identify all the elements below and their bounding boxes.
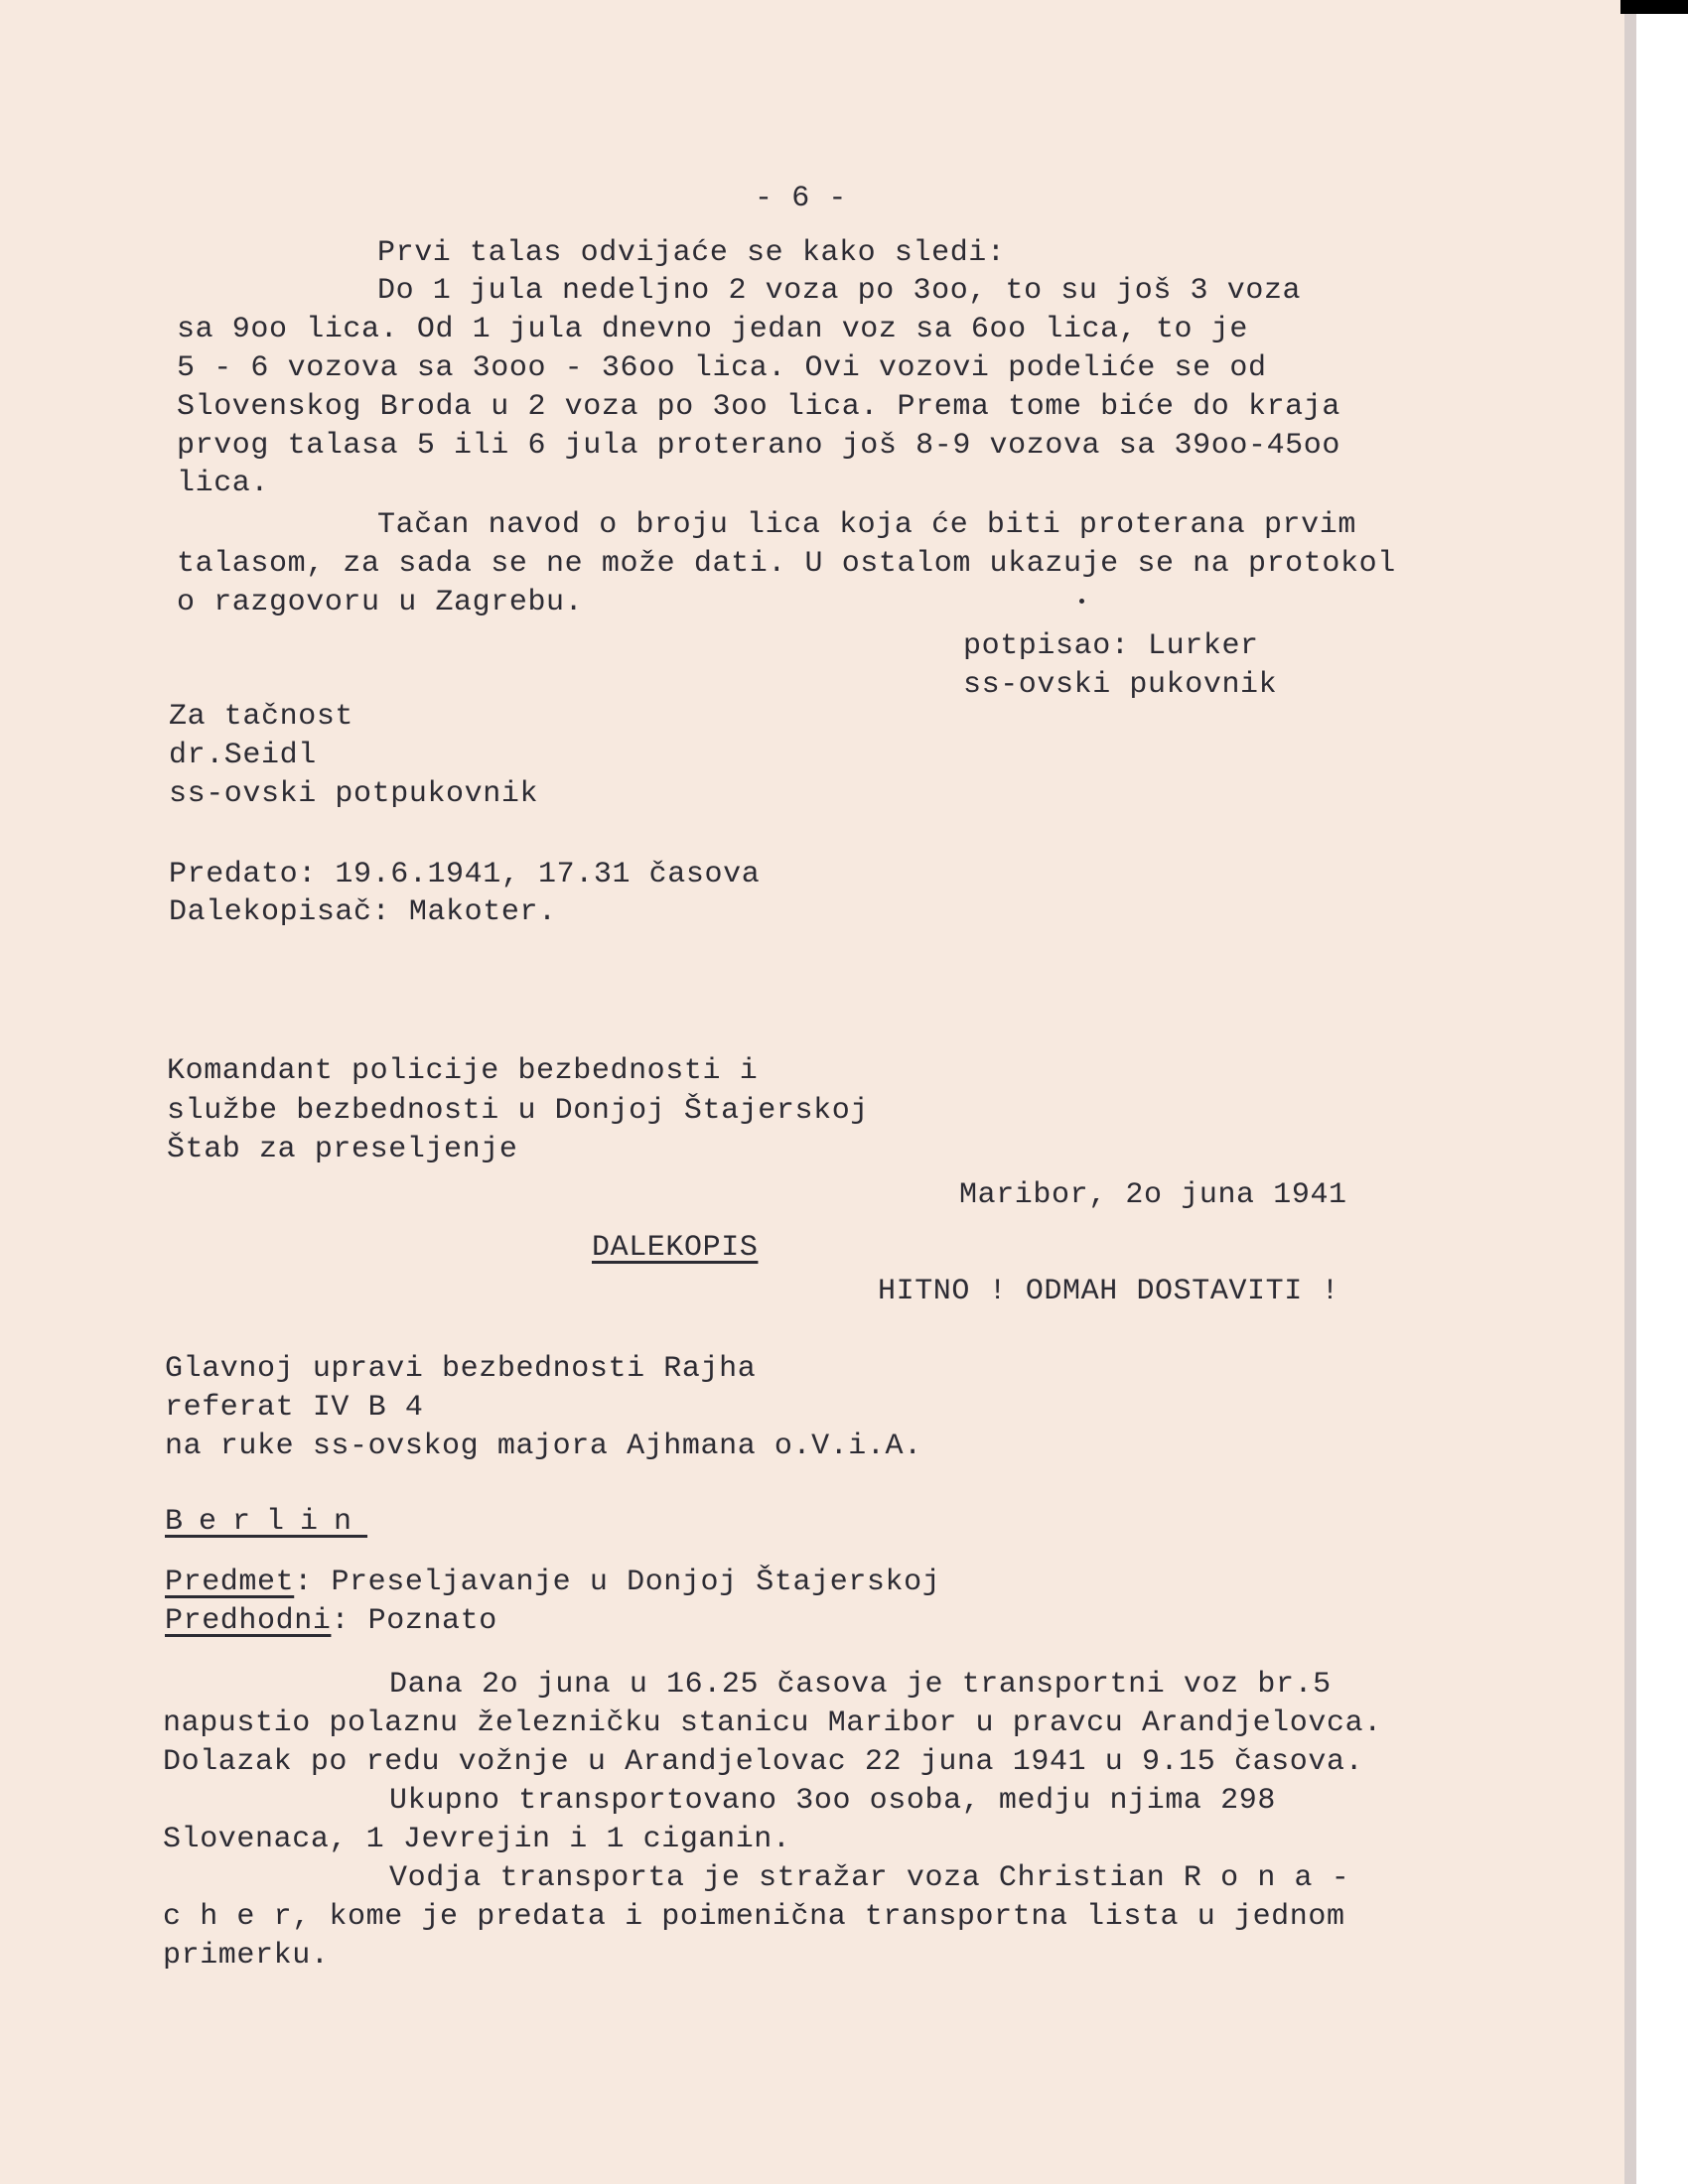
recipient-line-1: Glavnoj upravi bezbednosti Rajha [165, 1352, 757, 1386]
urgent-notice: HITNO ! ODMAH DOSTAVITI ! [878, 1275, 1340, 1308]
intro-line-3: sa 9oo lica. Od 1 jula dnevno jedan voz sa 6oo lica, to je [177, 313, 1248, 346]
body-line-2: napustio polaznu železničku stanicu Maribor u pravcu Arandjelovca. [163, 1706, 1382, 1740]
body-line-5: Slovenaca, 1 Jevrejin i 1 ciganin. [163, 1823, 791, 1856]
intro-line-2: Do 1 jula nedeljno 2 voza po 3oo, to su još 3 voza [377, 274, 1302, 308]
intro-line-7: lica. [177, 467, 270, 500]
recipient-line-2: referat IV B 4 [165, 1391, 424, 1425]
intro-line-4: 5 - 6 vozova sa 3ooo - 36oo lica. Ovi vozovi podeliće se od [177, 351, 1267, 385]
ink-dot [1079, 599, 1084, 604]
body-line-1: Dana 2o juna u 16.25 časova je transportni voz br.5 [389, 1668, 1332, 1702]
note-line-2: talasom, za sada se ne može dati. U ostalom ukazuje se na protokol [177, 547, 1396, 581]
signature-rank: ss-ovski pukovnik [963, 668, 1278, 702]
body-line-7: c h e r, kome je predata i poimenična transportna lista u jednom [163, 1900, 1345, 1934]
certification-title: Za tačnost [169, 700, 354, 734]
document-type-heading: DALEKOPIS [592, 1231, 759, 1265]
page-edge-shadow [1624, 0, 1636, 2184]
intro-line-5: Slovenskog Broda u 2 voza po 3oo lica. Prema tome biće do kraja [177, 390, 1340, 424]
recipient-line-3: na ruke ss-ovskog majora Ajhmana o.V.i.A. [165, 1430, 922, 1463]
previous-label: Predhodni [165, 1604, 332, 1638]
place-date: Maribor, 2o juna 1941 [959, 1178, 1347, 1212]
certification-rank: ss-ovski potpukovnik [169, 777, 539, 811]
scan-corner [1620, 0, 1688, 14]
scan-margin [1636, 0, 1688, 2184]
subject-text: : Preseljavanje u Donjoj Štajerskoj [294, 1566, 941, 1599]
sender-line-2: službe bezbednosti u Donjoj Štajerskoj [167, 1094, 869, 1128]
subject-row [165, 1564, 940, 1601]
body-line-6: Vodja transporta je stražar voza Christian R o n a - [389, 1861, 1350, 1895]
subject-label: Predmet [165, 1566, 295, 1599]
note-line-1: Tačan navod o broju lica koja će biti proterana prvim [377, 508, 1356, 542]
destination-city: Berlin [165, 1505, 368, 1539]
signature-name: potpisao: Lurker [963, 629, 1259, 663]
previous-row [165, 1602, 497, 1640]
body-line-4: Ukupno transportovano 3oo osoba, medju njima 298 [389, 1784, 1276, 1818]
sender-line-1: Komandant policije bezbednosti i [167, 1054, 759, 1088]
intro-line-6: prvog talasa 5 ili 6 jula proterano još 8-9 vozova sa 39oo-45oo [177, 429, 1340, 463]
page-number: - 6 - [755, 182, 848, 215]
note-line-3: o razgovoru u Zagrebu. [177, 586, 584, 619]
body-line-8: primerku. [163, 1939, 330, 1973]
body-line-3: Dolazak po redu vožnje u Arandjelovac 22 juna 1941 u 9.15 časova. [163, 1745, 1364, 1779]
sender-line-3: Štab za preseljenje [167, 1133, 518, 1166]
intro-line-1: Prvi talas odvijaće se kako sledi: [377, 236, 1006, 270]
handed-time: Predato: 19.6.1941, 17.31 časova [169, 858, 761, 891]
teletype-operator: Dalekopisač: Makoter. [169, 895, 557, 929]
previous-text: : Poznato [331, 1604, 497, 1638]
certification-name: dr.Seidl [169, 739, 317, 772]
